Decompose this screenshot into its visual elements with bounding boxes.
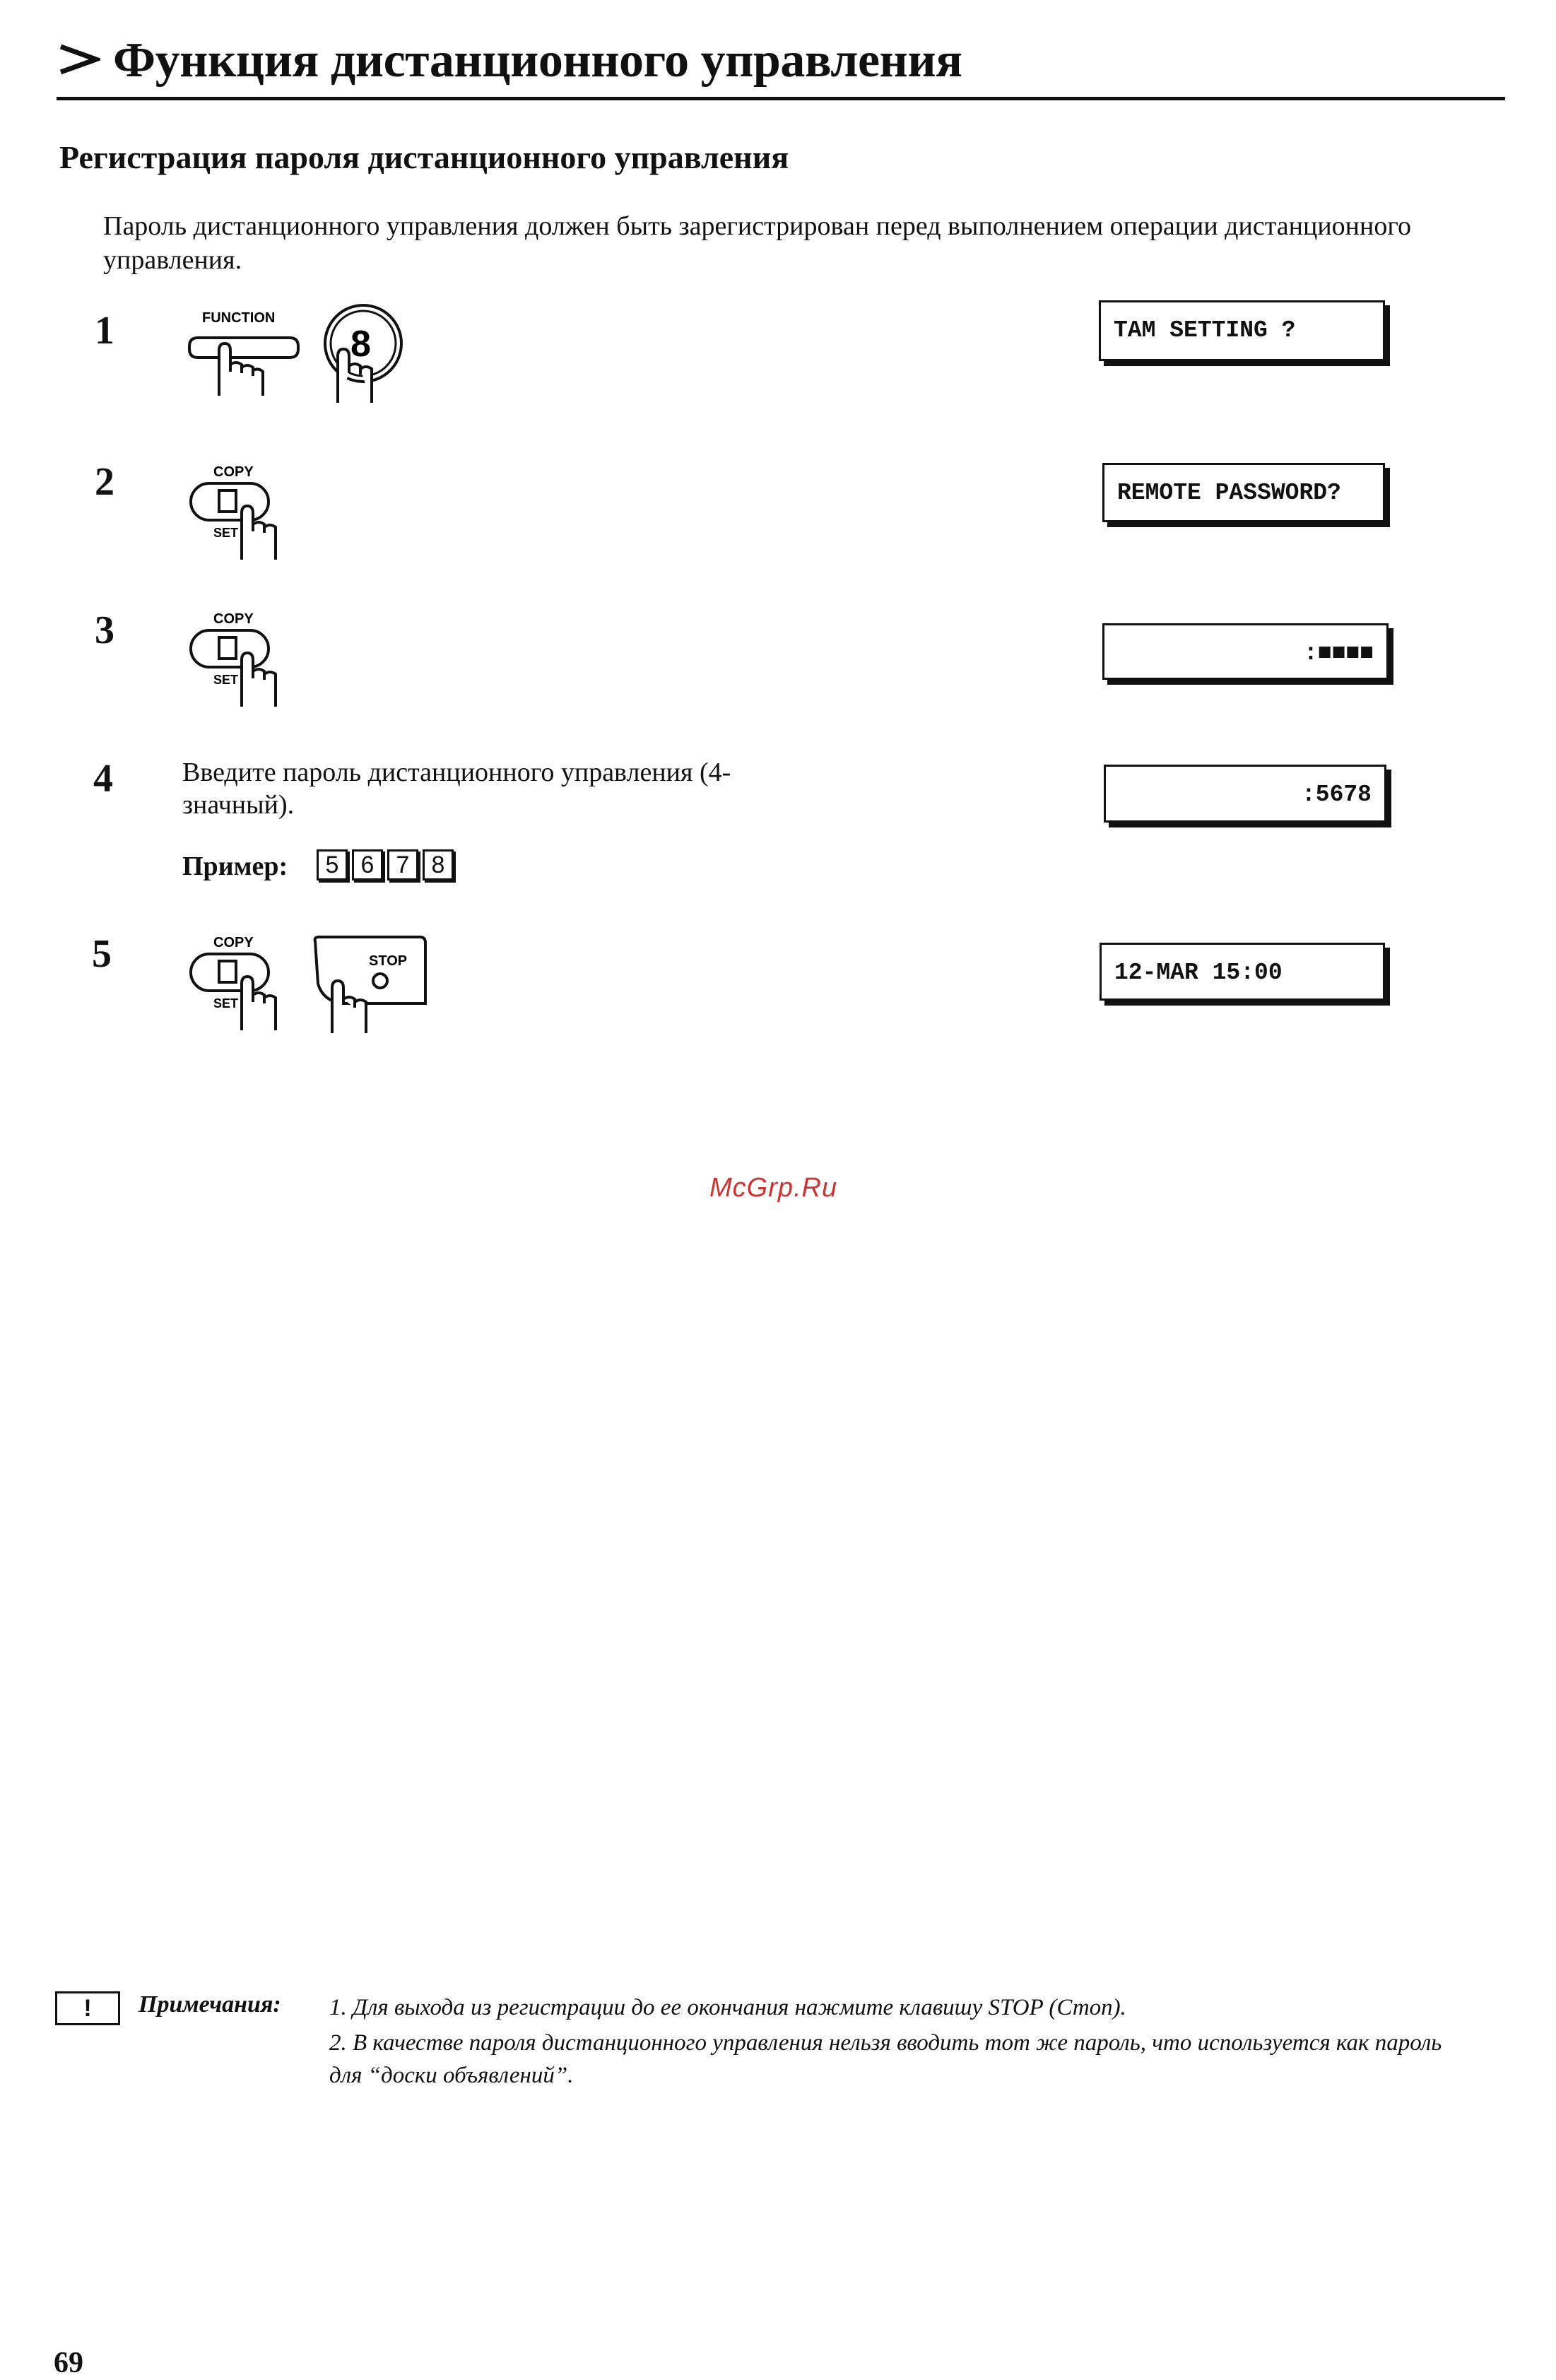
- example-keys: [317, 849, 458, 880]
- lcd-display-step4: :5678: [1104, 765, 1386, 823]
- digit-8-label: 8: [350, 324, 371, 365]
- set-label: SET: [213, 673, 239, 687]
- title-divider: [57, 97, 1505, 100]
- example-label: Пример:: [182, 852, 288, 881]
- step-number: 5: [92, 932, 112, 976]
- digit-key: 8: [423, 849, 454, 880]
- step-number: 4: [93, 757, 113, 801]
- intro-paragraph: Пароль дистанционного управления должен быть зарегистрирован перед выполнением операции дистанционного управления.: [103, 211, 1411, 275]
- lcd-display-step1: TAM SETTING ?: [1099, 300, 1385, 361]
- copy-label: COPY: [213, 464, 254, 480]
- page-number: 69: [54, 2347, 83, 2379]
- page-title: Функция дистанционного управления: [113, 33, 962, 88]
- lcd-display-step3: :■■■■: [1102, 623, 1389, 680]
- section-heading: Регистрация пароля дистанционного управления: [59, 139, 789, 175]
- step-number: 3: [95, 608, 114, 652]
- copy-set-key-icon: [185, 931, 298, 1034]
- lcd-display-step2: REMOTE PASSWORD?: [1102, 463, 1385, 522]
- step-number: 1: [95, 309, 114, 353]
- step-number: 2: [95, 460, 114, 504]
- set-label: SET: [213, 526, 239, 540]
- copy-label: COPY: [213, 935, 254, 950]
- copy-label: COPY: [213, 611, 254, 627]
- notes-label: Примечания:: [138, 1991, 281, 2017]
- note-item: 1. Для выхода из регистрации до ее окончания нажмите клавишу STOP (Стоп).: [329, 1995, 1126, 2020]
- function-key-label: FUNCTION: [202, 310, 276, 326]
- stop-key-icon: [311, 934, 431, 1037]
- copy-set-key-icon: [185, 608, 298, 710]
- title-arrow-icon: [58, 44, 100, 78]
- digit-key: 5: [317, 849, 348, 880]
- notes-warning-icon: !: [55, 1991, 120, 2025]
- function-key-icon: [177, 304, 318, 406]
- digit-8-key-icon: [319, 300, 418, 409]
- digit-key: 6: [352, 849, 383, 880]
- copy-set-key-icon: [185, 461, 298, 563]
- note-item: 2. В качестве пароля дистанционного управления нельзя вводить тот же пароль, что используется как пароль для “доски объявлений”.: [329, 2030, 1442, 2088]
- set-label: SET: [213, 996, 239, 1011]
- lcd-display-step5: 12-MAR 15:00: [1100, 943, 1385, 1001]
- digit-key: 7: [387, 849, 418, 880]
- stop-label: STOP: [369, 953, 408, 969]
- watermark: McGrp.Ru: [709, 1173, 838, 1203]
- step-instruction: Введите пароль дистанционного управления (4-значный).: [182, 758, 731, 820]
